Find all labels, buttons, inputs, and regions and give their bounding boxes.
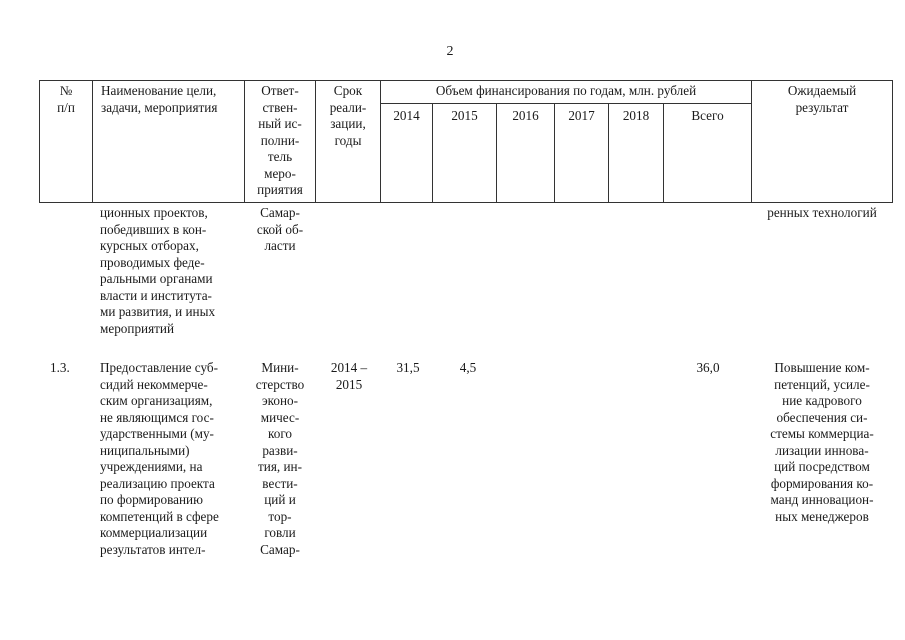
header-funding-cell [380, 80, 752, 104]
row-1-3-value-total: 36,0 [696, 360, 720, 375]
row-1-3-value-2015: 4,5 [459, 360, 477, 375]
row-1-3-executor-line-8: вести- [262, 475, 298, 491]
row-1-3-name-line-8: реализацию проекта [100, 475, 215, 491]
row-1-3-period-line-1: 2014 – [330, 360, 368, 375]
continuation-result-cell [751, 205, 893, 222]
header-total: Всего [691, 108, 724, 123]
row-1-3-name-line-11: коммерциализации [100, 525, 208, 540]
row-1-3-result-line-5: стемы коммерциа- [770, 426, 874, 441]
continuation-name-cell [100, 205, 245, 337]
header-number-line-1: № [59, 83, 73, 98]
row-1-3-name-line-9: по формированию [100, 492, 203, 507]
header-year-2015: 2015 [451, 108, 478, 123]
row-1-3-period-line-2: 2015 [335, 376, 363, 392]
header-number-line-2: п/п [57, 99, 75, 115]
row-1-3-name-line-5: ударственными (му- [100, 426, 214, 441]
header-year-2018: 2018 [622, 108, 650, 123]
header-executor-line-1: Ответ- [261, 83, 299, 98]
row-1-3-executor-line-7: тия, ин- [258, 459, 302, 474]
header-name-line-2: задачи, мероприятия [101, 99, 218, 115]
header-period-cell [315, 80, 381, 203]
header-period-line-3: зации, [330, 116, 366, 131]
row-1-3-executor-cell [245, 360, 315, 558]
header-period-line-2: реали- [329, 99, 367, 115]
row-1-3-result-line-2: петенций, усиле- [774, 376, 870, 392]
row-1-3-result-cell [751, 360, 893, 525]
row-1-3-executor-line-9: ций и [264, 492, 296, 507]
continuation-executor-line-1: Самар- [260, 205, 300, 220]
continuation-name-line-1: ционных проектов, [100, 205, 208, 220]
row-1-3-executor-line-5: кого [267, 426, 292, 441]
header-executor-line-4: полни- [260, 132, 300, 148]
row-1-3-name-line-12: результатов интел- [100, 541, 206, 557]
header-year-2017: 2017 [568, 108, 595, 123]
row-1-3-executor-line-6: разви- [262, 442, 298, 458]
header-year-2017-cell [554, 103, 609, 203]
header-name-line-1: Наименование цели, [101, 83, 217, 98]
row-1-3-name-line-7: учреждениями, на [100, 459, 203, 474]
continuation-name-line-6: власти и института- [100, 287, 212, 303]
header-year-2014-cell [380, 103, 433, 203]
row-1-3-result-line-6: лизации иннова- [775, 442, 869, 458]
row-1-3-result-line-8: формирования ко- [770, 475, 874, 491]
row-1-3-result-line-4: обеспечения си- [776, 409, 868, 425]
row-1-3-executor-line-11: говли [264, 525, 296, 540]
header-period-line-1: Срок [333, 83, 363, 98]
header-year-2018-cell [608, 103, 664, 203]
row-1-3-result-line-3: ние кадрового [782, 393, 862, 408]
row-1-3-value-2014: 31,5 [396, 360, 420, 375]
row-1-3-result-line-10: ных менеджеров [775, 508, 869, 524]
header-year-2016: 2016 [512, 108, 539, 123]
header-executor-line-3: ный ис- [258, 116, 302, 131]
continuation-name-line-4: проводимых феде- [100, 254, 205, 270]
continuation-executor-line-2: ской об- [256, 221, 304, 237]
row-1-3-executor-line-12: Самар- [260, 541, 300, 557]
header-executor-line-5: тель [267, 149, 293, 164]
row-1-3-result-line-1: Повышение ком- [774, 360, 870, 375]
continuation-name-line-8: мероприятий [100, 320, 175, 336]
header-executor-line-6: меро- [264, 165, 296, 181]
row-1-3-executor-line-1: Мини- [261, 360, 299, 375]
header-executor-cell [244, 80, 316, 203]
row-1-3-name-line-3: ским организациям, [100, 393, 213, 408]
row-1-3-executor-line-4: мичес- [260, 409, 300, 425]
header-funding-label: Объем финансирования по годам, млн. рублей [435, 83, 697, 98]
row-1-3-name-line-4: не являющимся гос- [100, 409, 214, 425]
header-result-line-2: результат [795, 99, 849, 115]
row-1-3-name-line-1: Предоставление суб- [100, 360, 219, 375]
row-1-3-result-line-9: манд инновацион- [770, 492, 874, 507]
row-1-3-name-line-10: компетенций в сфере [100, 508, 219, 524]
row-1-3-name-line-6: ниципальными) [100, 442, 190, 458]
row-1-3-executor-line-10: тор- [268, 508, 292, 524]
continuation-result-line-1: ренных технологий [767, 205, 877, 220]
header-executor-line-7: приятия [257, 182, 303, 197]
header-name-cell [92, 80, 245, 203]
header-number-cell [39, 80, 93, 203]
page-number: 2 [446, 44, 454, 59]
continuation-name-line-7: ми развития, и иных [100, 304, 216, 319]
row-1-3-period-cell [318, 360, 380, 393]
header-total-cell [663, 103, 752, 203]
row-1-3-name-line-2: сидий некоммерче- [100, 376, 208, 392]
row-1-3-executor-line-3: эконо- [261, 393, 299, 408]
continuation-name-line-2: победивших в кон- [100, 221, 207, 237]
continuation-executor-cell [245, 205, 315, 255]
row-1-3-executor-line-2: стерство [255, 376, 305, 392]
header-year-2014: 2014 [393, 108, 420, 123]
header-result-cell [751, 80, 893, 203]
header-period-line-4: годы [334, 132, 362, 148]
header-result-line-1: Ожидаемый [787, 83, 857, 98]
continuation-name-line-3: курсных отборах, [100, 238, 199, 253]
row-1-3-result-line-7: ций посредством [774, 459, 870, 474]
row-1-3-number: 1.3. [50, 360, 70, 375]
continuation-name-line-5: ральными органами [100, 271, 213, 286]
header-executor-line-2: ствен- [262, 99, 298, 115]
header-year-2016-cell [496, 103, 555, 203]
continuation-executor-line-3: ласти [264, 238, 296, 253]
row-1-3-name-cell [100, 360, 245, 558]
header-year-2015-cell [432, 103, 497, 203]
